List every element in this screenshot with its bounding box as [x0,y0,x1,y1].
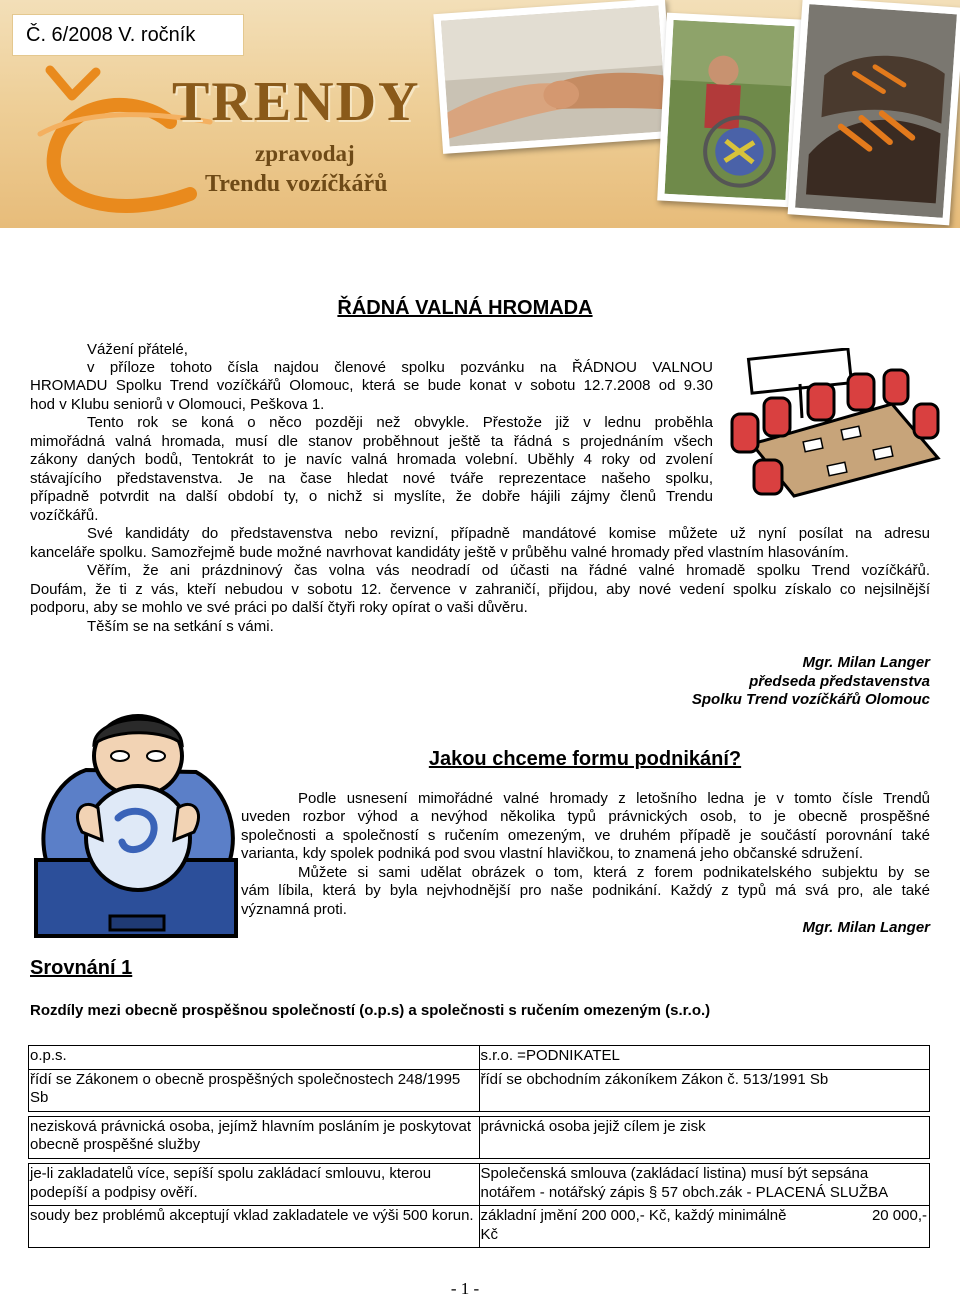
body-line: Podle usnesení mimořádné valné hromady z letošního ledna je v tomto čísle Trendů [298,790,930,807]
body-line: významná proti. [241,901,347,918]
body-line: Těším se na setkání s vámi. [87,618,274,635]
article-title: ŘÁDNÁ VALNÁ HROMADA [337,297,593,319]
handshake-photo [433,0,674,154]
body-line: Můžete si sami udělat obrázek o tom, která z forem podnikatelského subjektu by se [298,864,930,881]
meeting-table-illustration [724,348,942,498]
comparison-heading: Srovnání 1 [30,957,133,979]
logo-subtitle-2: Trendu vozíčkářů [205,171,388,197]
page-number: - 1 - [450,1279,480,1298]
table-row [29,1069,930,1111]
body-line: hod v Klubu seniorů v Olomouci, Peškova 1. [30,396,325,413]
column-header-ops: o.p.s. [29,1046,480,1070]
table-cell: nezisková právnická osoba, jejímž hlavním posláním je poskytovat obecně prospěšné služby [29,1116,480,1158]
table-row [29,1116,930,1158]
header-banner [0,0,960,228]
signature-name: Mgr. Milan Langer [802,654,930,671]
table-cell: soudy bez problémů akceptují vklad zakladatele ve výši 500 korun. [29,1206,480,1248]
table-cell: řídí se Zákonem o obecně prospěšných společnostech 248/1995 Sb [29,1069,480,1111]
body-line: podporu, aby se mohlo ve své práci po další čtyři roky opírat o vaši důvěru. [30,599,528,616]
body-line: stávajícího představenstva. Je na čase hledat nové tváře reprezentace našeho spolku, [30,470,713,487]
table-row [29,1206,930,1248]
body-line: varianta, kdy spolek podniká pod svou vlastní hlavičkou, to znamená jeho občanské sdružení. [241,845,864,862]
table-cell: řídí se obchodním zákoníkem Zákon č. 513/1991 Sb [479,1069,930,1111]
signature-role: předseda představenstva [749,673,930,690]
issue-label: Č. 6/2008 V. ročník [12,14,244,56]
wheelchair-child-photo [657,13,802,208]
table-cell: právnická osoba jejiž cílem je zisk [479,1116,930,1158]
salutation: Vážení přátelé, [87,341,188,358]
body-line: Doufám, že ti z vás, kteří nebudou v sobotu 12. července v zahraničí, přijdou, aby nové vedení spolku získalo co nejsilnější [30,581,930,598]
body-line: Své kandidáty do představenstva nebo revizní, případně mandátové komise můžete už nyní posílat na adresu [87,525,930,542]
logo-title: TRENDY [172,71,421,133]
body-line: v příloze tohoto čísla najdou členové spolku pozvánku na ŘÁDNOU VALNOU [87,359,713,376]
body-line: Tento rok se koná o něco později než obvykle. Přestože již v lednu proběhla [87,414,713,431]
body-line: případně potvrdit na další období ty, o nichž si myslíte, že dobře hájili zájmy členů Trendu [30,488,713,505]
table-cell-capital [479,1206,930,1248]
comparison-table [28,1045,930,1248]
body-line: HROMADU Spolku Trend vozíčkářů Olomouc, která se bude konat v sobotu 12.7.2008 od 9.30 [30,377,713,394]
table-cell: Společenská smlouva (zakládací listina) musí být sepsána notářem - notářský zápis § 57 obch.zák - PLACENÁ SLUŽBA [479,1163,930,1205]
signature-name-2: Mgr. Milan Langer [802,919,930,936]
crystal-ball-illustration [26,710,248,942]
capital-text: základní jmění 200 000,- Kč, každý minimálně [480,1207,787,1225]
article-title-2: Jakou chceme formu podnikání? [428,748,742,770]
body-line: společnosti a společností s ručením omezeným, ve druhém případě je součástí porovnání také [241,827,930,844]
body-line: zákony daných bodů, Tentokrát to je navíc valná hromada volební. Uběhly 4 roky od zvolení [30,451,713,468]
body-line: Věřím, že ani prázdninový čas volna vás neodradí od účasti na řádné valné hromadě spolku Trend vozíčkářů. [87,562,930,579]
signature-org: Spolku Trend vozíčkářů Olomouc [691,691,930,708]
table-header-row [29,1046,930,1070]
capital-amount: 20 000,- [871,1207,927,1225]
comparison-subtitle: Rozdíly mezi obecně prospěšnou společností (o.p.s) a společnosti s ručením omezeným (s.r.o.) [30,1002,711,1019]
shoes-photo [788,0,960,225]
body-line: uveden rozbor výhod a nevýhod několika typů právnických osob, to je obecně prospěšné [241,808,930,825]
table-row [29,1163,930,1205]
body-line: vozíčkářů. [30,507,99,524]
capital-currency: Kč [480,1225,499,1243]
logo-subtitle: zpravodaj [255,141,355,166]
table-cell: je-li zakladatelů více, sepíší spolu zakládací smlouvu, kterou podepíší a podpisy ověří. [29,1163,480,1205]
column-header-sro: s.r.o. =PODNIKATEL [479,1046,930,1070]
body-line: mimořádná valná hromada, musí dle stanov proběhnout ještě ta řádná s projednáním všech [30,433,713,450]
body-line: vám líbila, která by byla nejvhodnější pro naše podnikání. Každý z typů má svá pro, ale také [241,882,930,899]
body-line: kanceláře spolku. Samozřejmě bude možné navrhovat kandidáty ještě v průběhu valné hromady před vlastním hlasováním. [30,544,849,561]
